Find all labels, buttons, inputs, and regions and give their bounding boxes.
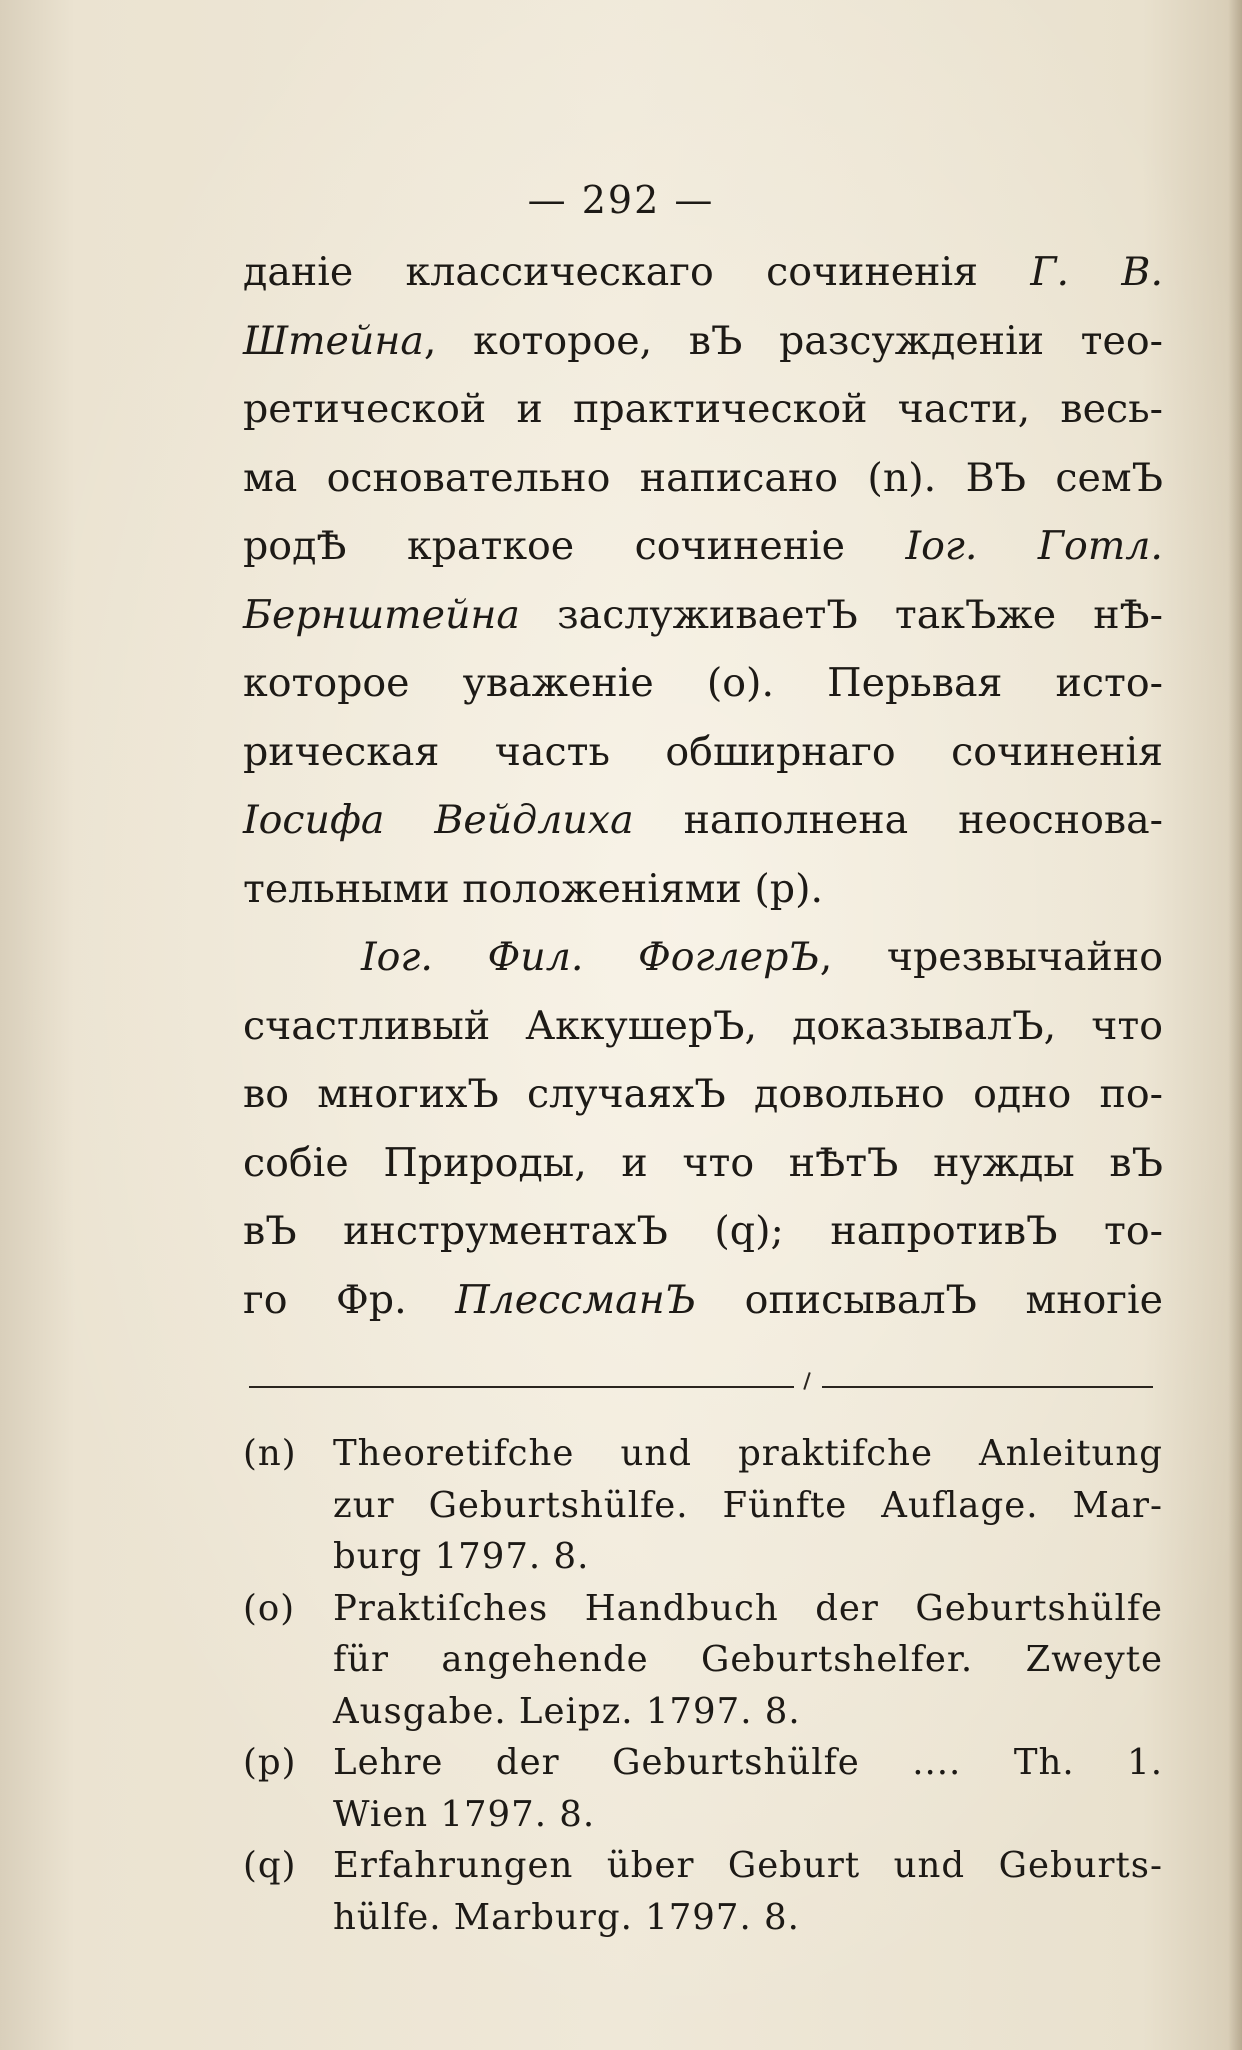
text-line: родѢ краткое сочиненіе Іог. Готл. (243, 523, 1163, 569)
footnote-line: zur Geburtshülfe. Fünfte Auflage. Mar- (333, 1484, 1163, 1526)
footnote-line: burg 1797. 8. (333, 1536, 590, 1577)
text-line: Іосифа Вейдлиха наполнена неоснова- (243, 797, 1163, 843)
text-line: Іог. Фил. ФоглерЪ, чрезвычайно (361, 934, 1163, 980)
text-line: даніе классическаго сочиненія Г. В. (243, 249, 1164, 295)
page-number: — 292 — (527, 178, 715, 222)
text-line: вЪ инструментахЪ (q); напротивЪ то- (243, 1208, 1163, 1254)
footnote-n (243, 1428, 1163, 1583)
footnote-line: Praktiſches Handbuch der Geburtshülfe (333, 1587, 1163, 1629)
text-line: собіе Природы, и что нѢтЪ нужды вЪ (243, 1139, 1163, 1186)
footnote-mark: (q) (243, 1845, 297, 1886)
text-line: ма основательно написано (n). ВЪ семЪ (243, 454, 1163, 501)
footnote-line: Ausgabe. Leipz. 1797. 8. (333, 1690, 801, 1732)
text-line: Бернштейна заслуживаетЪ такЪже нѢ- (243, 591, 1163, 638)
author-name: ПлессманЪ (455, 1276, 697, 1323)
text-line: которое уваженіе (о). Перьвая исто- (243, 660, 1163, 706)
text-line: рическая часть обширнаго сочиненія (243, 728, 1163, 775)
footnote-mark: (p) (243, 1742, 297, 1783)
text-line: счастливый АккушерЪ, доказывалЪ, что (243, 1002, 1163, 1049)
footnote-divider-mark (803, 1372, 810, 1390)
footnote-mark: (n) (243, 1433, 297, 1474)
main-text (243, 238, 1163, 1334)
text-line: го Фр. ПлессманЪ описывалЪ многіе (243, 1276, 1164, 1323)
text-line: Штейна, которое, вЪ разсужденіи тео- (243, 317, 1163, 364)
footnote-line: Theoretifche und praktifche Anleitung (333, 1433, 1163, 1474)
text-line: ретической и практической части, весь- (243, 386, 1163, 432)
footnote-line: Lehre der Geburtshülfe .... Th. 1. (333, 1742, 1163, 1783)
footnote-q (243, 1840, 1163, 1943)
footnotes (243, 1428, 1163, 1943)
footnote-line: hülfe. Marburg. 1797. 8. (333, 1896, 800, 1938)
footnote-divider (822, 1386, 1153, 1388)
author-name: Бернштейна (243, 591, 520, 638)
author-name: Г. В. (1030, 249, 1164, 295)
author-name: Іосифа Вейдлиха (243, 797, 634, 843)
footnote-mark: (o) (243, 1587, 296, 1629)
text-line: во многихЪ случаяхЪ довольно одно по- (243, 1071, 1163, 1117)
footnote-line: Wien 1797. 8. (333, 1793, 596, 1835)
author-name: Штейна (243, 317, 424, 364)
text-line: тельными положеніями (р). (243, 865, 824, 912)
footnote-divider (249, 1386, 794, 1388)
footnote-p (243, 1737, 1163, 1840)
author-name: Іог. Фил. ФоглерЪ (361, 934, 820, 980)
footnote-o (243, 1583, 1163, 1738)
footnote-line: Erfahrungen über Geburt und Geburts- (333, 1845, 1163, 1886)
author-name: Іог. Готл. (905, 523, 1163, 569)
footnote-line: für angehende Geburtshelfer. Zweyte (333, 1639, 1163, 1680)
page-edge-shadow (1228, 0, 1242, 2050)
